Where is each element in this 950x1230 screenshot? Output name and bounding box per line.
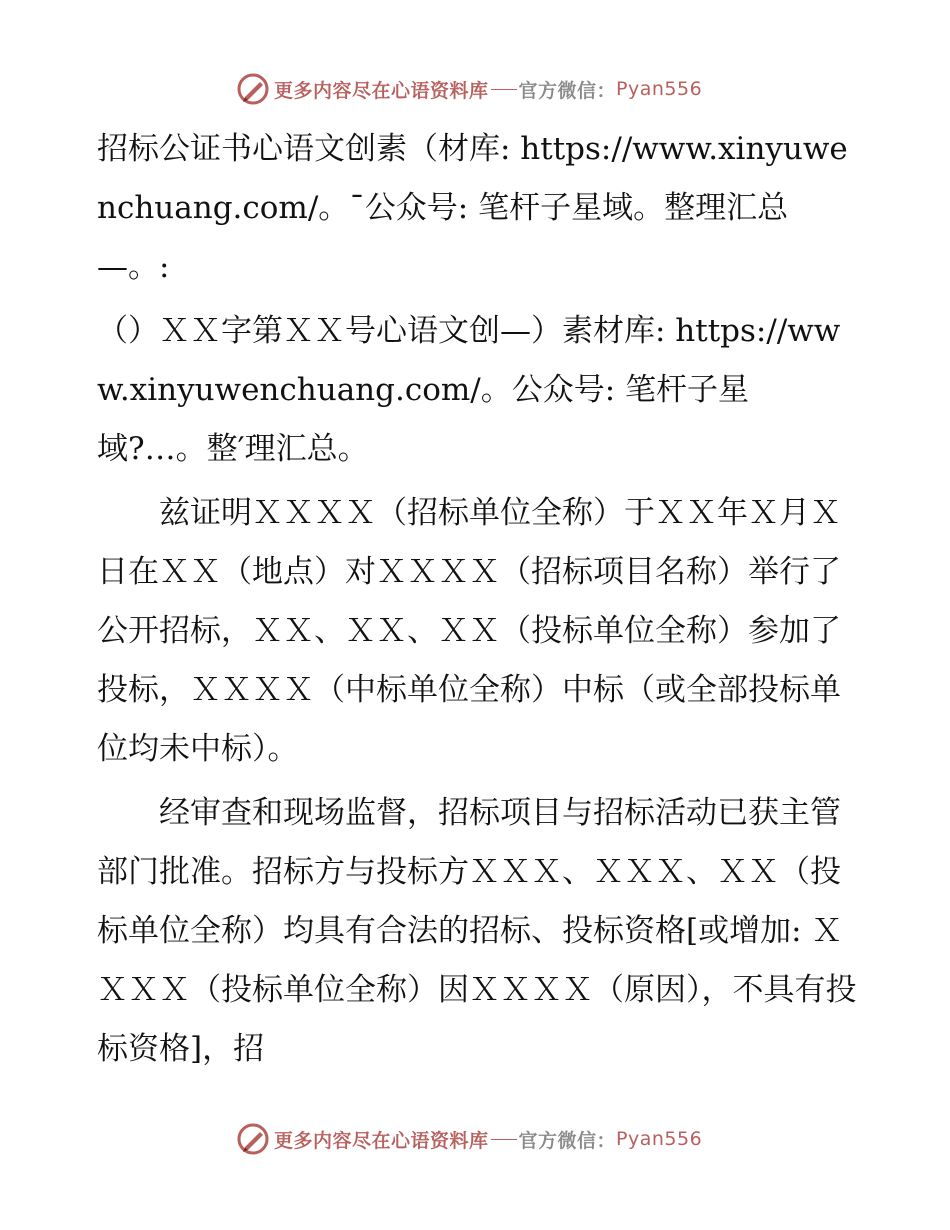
watermark-sub: 官方微信：: [518, 1129, 617, 1152]
watermark-sub: 官方微信：: [518, 79, 617, 102]
watermark-brand: 更多内容尽在心语资料库: [274, 79, 489, 102]
pen-logo-icon: [236, 1122, 270, 1156]
watermark-dash: [491, 89, 517, 90]
paragraph-2: （）ＸＸ字第ＸＸ号心语文创—）素材库: https://www.xinyuwenchuang.com/。公众号: 笔杆子星域?…。整′理汇总。: [97, 313, 841, 467]
footer-watermark: [236, 1122, 702, 1156]
header-watermark: [236, 72, 702, 106]
paragraph-3: 兹证明ＸＸＸＸ（招标单位全称）于ＸＸ年Ｘ月Ｘ日在ＸＸ（地点）对ＸＸＸＸ（招标项目名称）举行了公开招标，ＸＸ、ＸＸ、ＸＸ（投标单位全称）参加了投标，ＸＸＸＸ（中标单位全称）中标（或全部投标单位均未中标）。: [97, 495, 841, 767]
paragraph-1: 招标公证书心语文创素（材库: https://www.xinyuwenchuang.com/。¯公众号: 笔杆子星域。整理汇总—。:: [97, 131, 848, 285]
watermark-dash: [491, 1139, 517, 1140]
pen-logo-icon: [236, 72, 270, 106]
watermark-id: Pyan556: [616, 1128, 703, 1150]
document-body: [97, 120, 857, 1084]
watermark-id: Pyan556: [616, 78, 703, 100]
watermark-brand: 更多内容尽在心语资料库: [274, 1129, 489, 1152]
paragraph-4: 经审查和现场监督，招标项目与招标活动已获主管部门批准。招标方与投标方ＸＸＸ、ＸＸＸ、ＸＸ（投标单位全称）均具有合法的招标、投标资格[或增加: ＸＸＸＸ（投标单位全称）因ＸＸＸＸ（原因），不具有投标资格]，招: [97, 795, 857, 1067]
